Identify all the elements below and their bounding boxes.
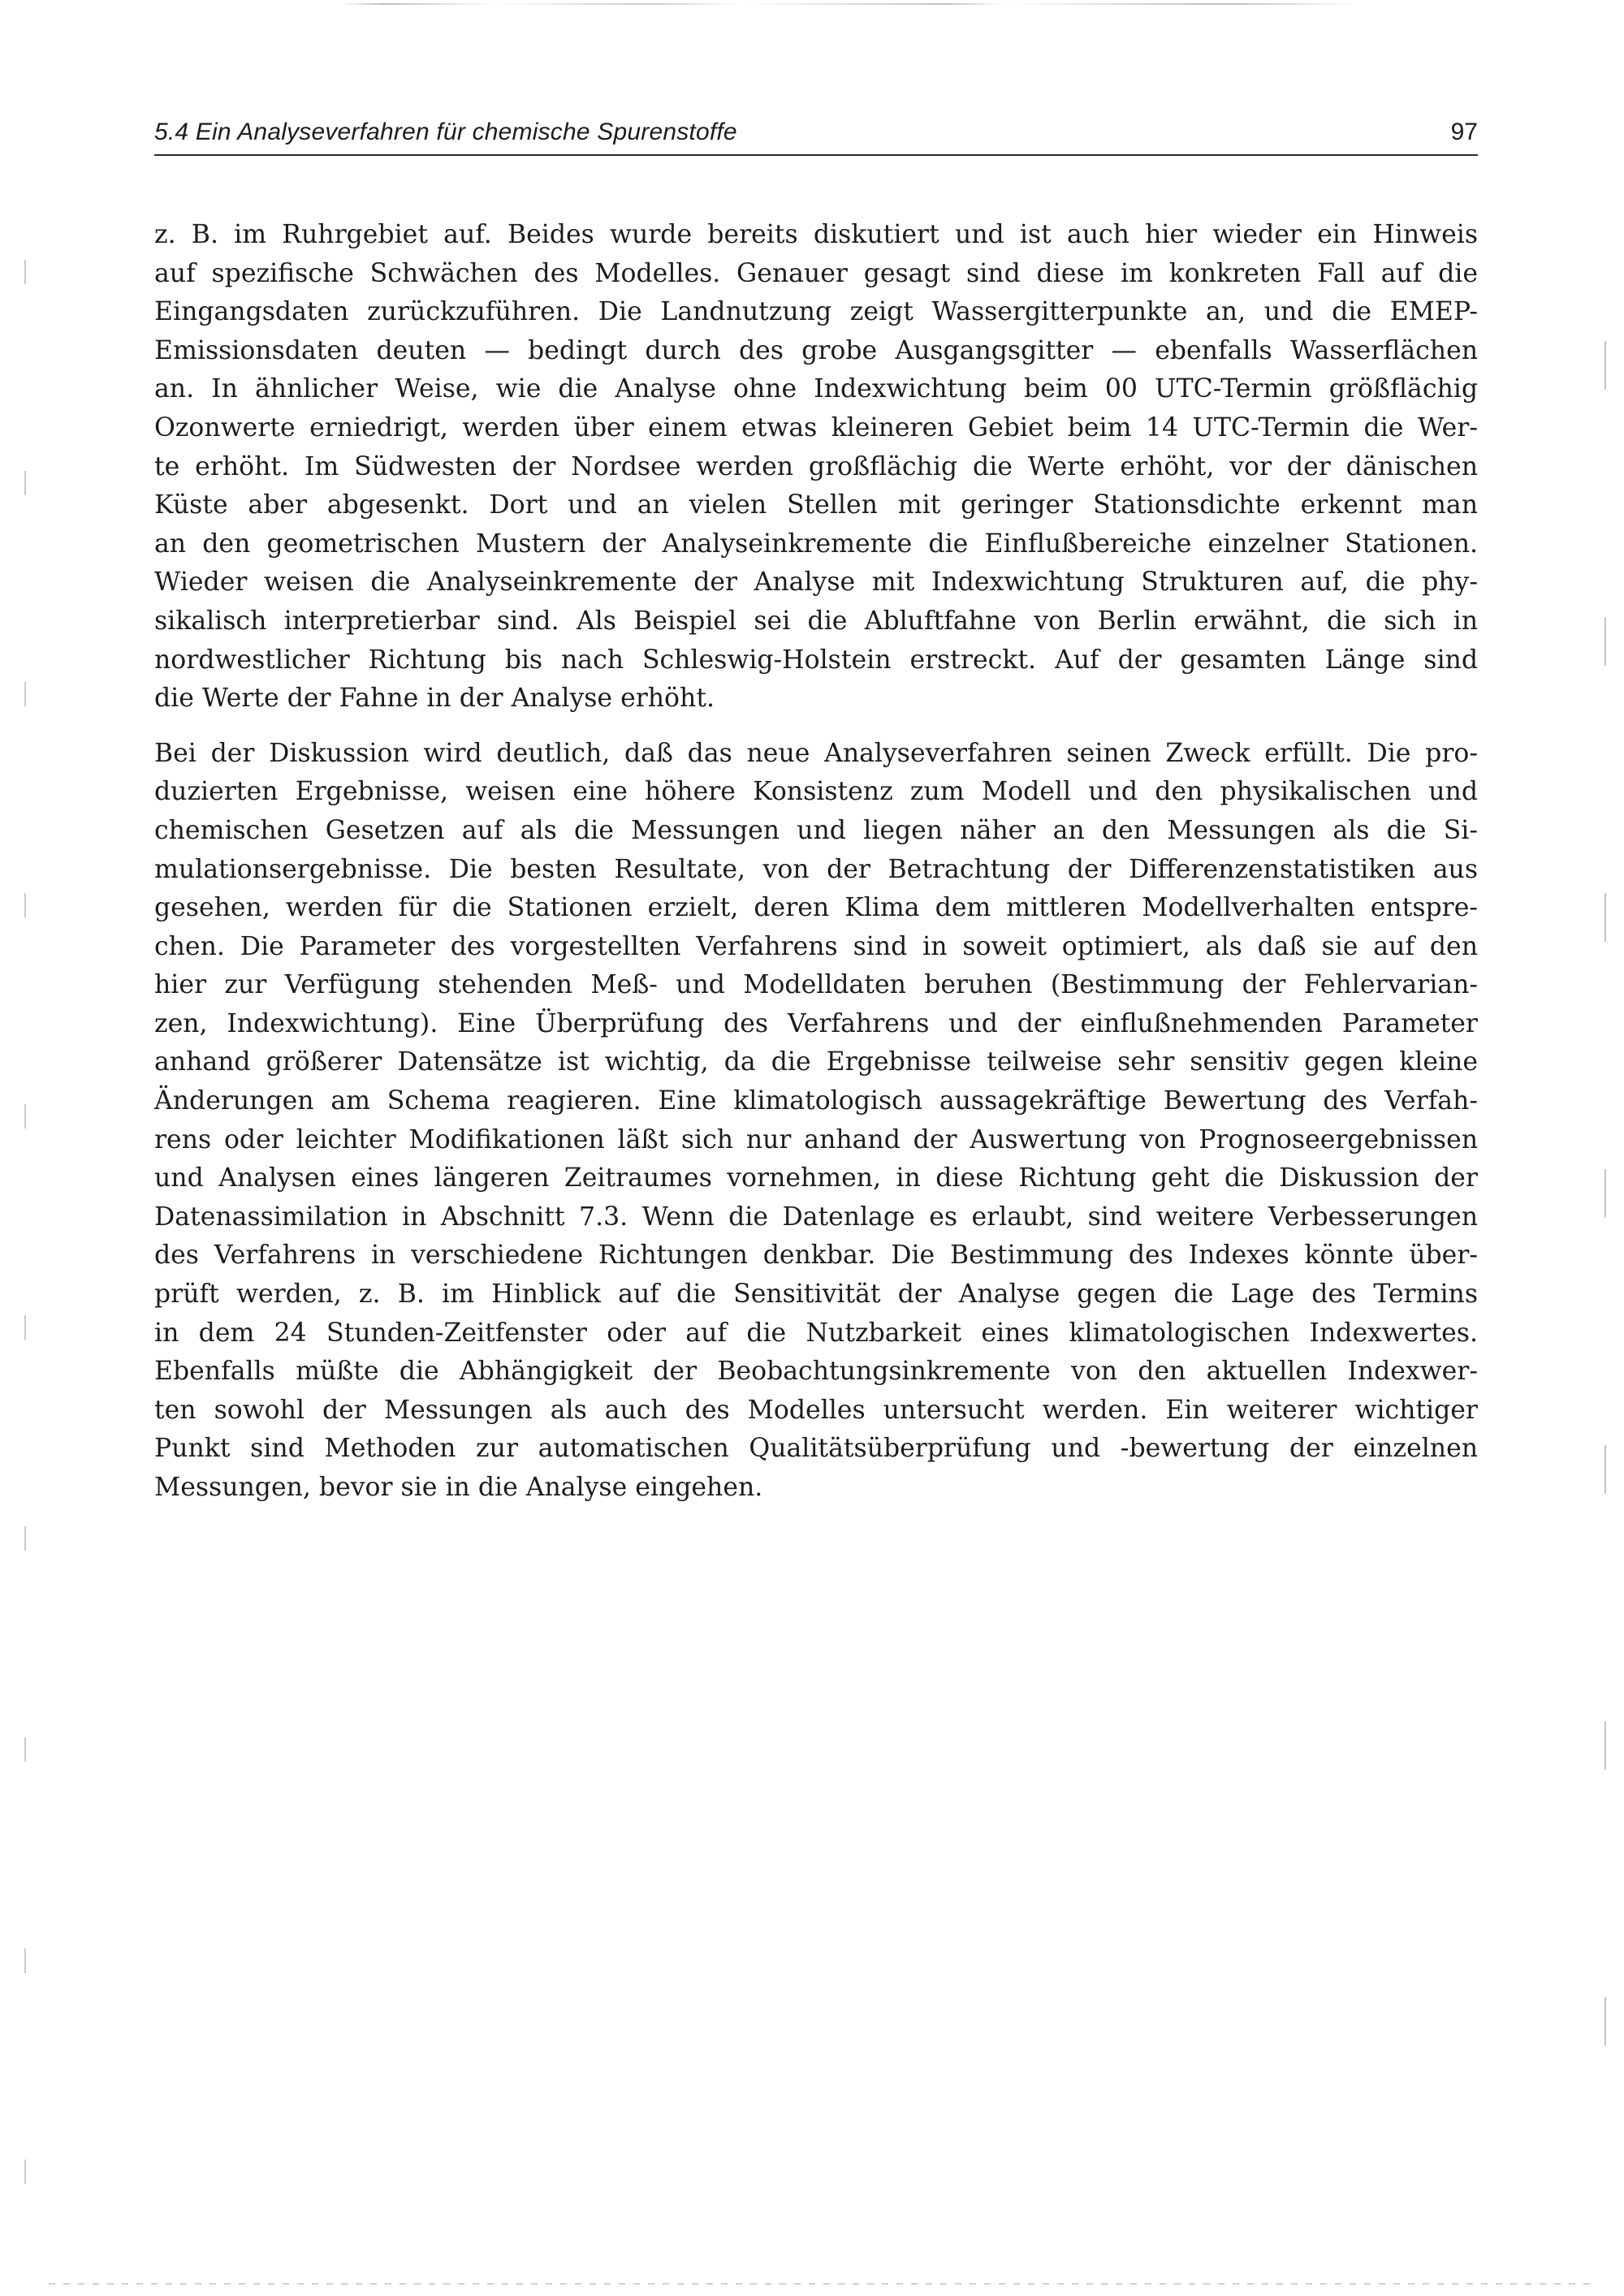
text-line: chemischen Gesetzen auf als die Messungen und liegen näher an den Messungen als die Si- [154, 815, 1478, 845]
text-line: auf spezifische Schwächen des Modelles. Genauer gesagt sind diese im konkreten Fall auf die [154, 258, 1478, 288]
scan-artifact-bottom [49, 2283, 1592, 2285]
text-line: Wieder weisen die Analyseinkremente der Analyse mit Indexwichtung Strukturen auf, die phy- [154, 568, 1478, 598]
text-line: Emissionsdaten deuten — bedingt durch des grobe Ausgangsgitter — ebenfalls Wasserflächen [154, 335, 1478, 365]
paragraph [154, 216, 1478, 719]
text-line: hier zur Verfügung stehenden Meß- und Modelldaten beruhen (Bestimmung der Fehlervarian- [154, 970, 1478, 1000]
running-header [154, 115, 1478, 156]
text-line: duzierten Ergebnisse, weisen eine höhere Konsistenz zum Modell und den physikalischen und [154, 777, 1478, 807]
text-line: Küste aber abgesenkt. Dort und an vielen Stellen mit geringer Stationsdichte erkennt man [154, 490, 1478, 520]
text-line: Ozonwerte erniedrigt, werden über einem etwas kleineren Gebiet beim 14 UTC-Termin die Wer- [154, 412, 1478, 442]
text-line: Datenassimilation in Abschnitt 7.3. Wenn die Datenlage es erlaubt, sind weitere Verbesserungen [154, 1202, 1478, 1232]
text-line: ten sowohl der Messungen als auch des Modelles untersucht werden. Ein weiterer wichtiger [154, 1395, 1478, 1425]
text-line: prüft werden, z. B. im Hinblick auf die Sensitivität der Analyse gegen die Lage des Termins [154, 1280, 1478, 1310]
text-line: sikalisch interpretierbar sind. Als Beispiel sei die Abluftfahne von Berlin erwähnt, die sich in [154, 606, 1478, 636]
text-line: und Analysen eines längeren Zeitraumes vornehmen, in diese Richtung geht die Diskussion der [154, 1163, 1478, 1193]
text-line: zen, Indexwichtung). Eine Überprüfung des Verfahrens und der einflußnehmenden Parameter [154, 1008, 1478, 1038]
text-line: des Verfahrens in verschiedene Richtungen denkbar. Die Bestimmung des Indexes könnte über- [154, 1241, 1478, 1271]
text-line: rens oder leichter Modifikationen läßt sich nur anhand der Auswertung von Prognoseergebnissen [154, 1124, 1478, 1154]
scan-artifact-left [24, 162, 26, 2257]
text-line: anhand größerer Datensätze ist wichtig, da die Ergebnisse teilweise sehr sensitiv gegen kleine [154, 1047, 1478, 1077]
text-line: die Werte der Fahne in der Analyse erhöht. [154, 684, 715, 714]
paragraph [154, 735, 1478, 1508]
text-line: Messungen, bevor sie in die Analyse eingehen. [154, 1473, 763, 1502]
scan-artifact-top [341, 3, 1445, 5]
text-line: Bei der Diskussion wird deutlich, daß das neue Analyseverfahren seinen Zweck erfüllt. Die pro- [154, 738, 1478, 768]
text-line: Punkt sind Methoden zur automatischen Qualitätsüberprüfung und -bewertung der einzelnen [154, 1434, 1478, 1464]
text-line: gesehen, werden für die Stationen erzielt, deren Klima dem mittleren Modellverhalten entspre- [154, 893, 1478, 923]
text-line: in dem 24 Stunden-Zeitfenster oder auf die Nutzbarkeit eines klimatologischen Indexwertes. [154, 1318, 1478, 1348]
page-number: 97 [1450, 119, 1478, 145]
text-line: Ebenfalls müßte die Abhängigkeit der Beobachtungsinkremente von den aktuellen Indexwer- [154, 1357, 1478, 1387]
text-line: mulationsergebnisse. Die besten Resultate, von der Betrachtung der Differenzenstatistiken aus [154, 854, 1478, 884]
text-line: Eingangsdaten zurückzuführen. Die Landnutzung zeigt Wassergitterpunkte an, und die EMEP- [154, 297, 1478, 327]
text-line: z. B. im Ruhrgebiet auf. Beides wurde bereits diskutiert und ist auch hier wieder ein Hinweis [154, 220, 1478, 249]
body-text [154, 216, 1478, 1508]
text-line: nordwestlicher Richtung bis nach Schleswig-Holstein erstreckt. Auf der gesamten Länge sind [154, 645, 1478, 675]
text-line: te erhöht. Im Südwesten der Nordsee werden großflächig die Werte erhöht, vor der dänischen [154, 451, 1478, 481]
text-line: an. In ähnlicher Weise, wie die Analyse ohne Indexwichtung beim 00 UTC-Termin größflächig [154, 374, 1478, 404]
text-line: an den geometrischen Mustern der Analyseinkremente die Einflußbereiche einzelner Stationen. [154, 529, 1478, 559]
text-line: Änderungen am Schema reagieren. Eine klimatologisch aussagekräftige Bewertung des Verfah- [154, 1086, 1478, 1116]
scan-artifact-right [1605, 268, 1606, 2233]
section-title: 5.4 Ein Analyseverfahren für chemische Spurenstoffe [154, 119, 737, 145]
text-line: chen. Die Parameter des vorgestellten Verfahrens sind in soweit optimiert, als daß sie auf den [154, 931, 1478, 961]
